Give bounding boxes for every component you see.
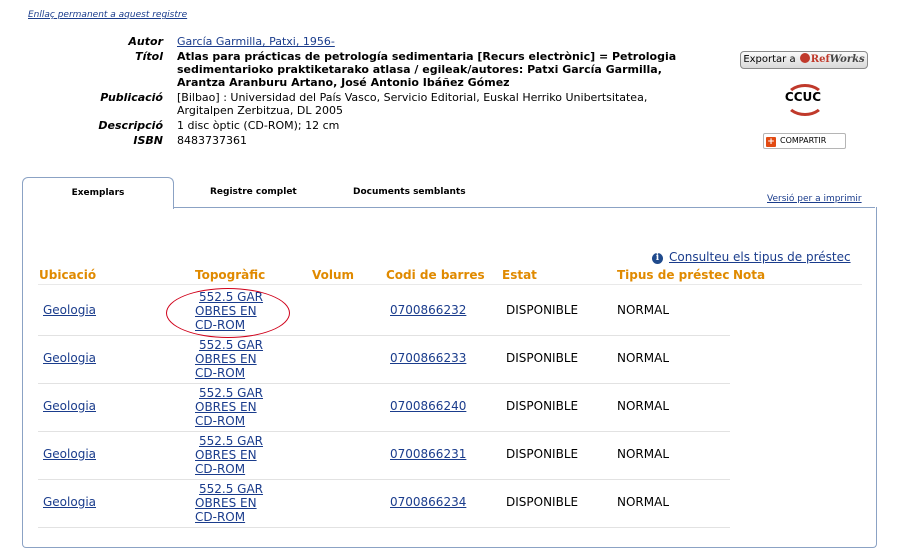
col-header-nota: Nota	[733, 268, 766, 282]
publication-line: [Bilbao] : Universidad del País Vasco, Servicio Editorial, Euskal Herriko Unibertsitatea,	[177, 91, 648, 104]
header-divider	[38, 284, 862, 285]
refworks-brand	[811, 54, 865, 65]
isbn-value: 8483737361	[177, 134, 247, 147]
barcode-link[interactable]: 0700866232	[390, 303, 467, 317]
col-header-codi-barres: Codi de barres	[386, 268, 485, 282]
loan-types-link[interactable]: Consulteu els tipus de préstec	[669, 250, 851, 264]
tab-documents-semblants[interactable]: Documents semblants	[353, 187, 466, 197]
loan-type-value: NORMAL	[617, 351, 670, 365]
call-number-link[interactable]: 552.5 GAR OBRES EN CD-ROM	[195, 434, 264, 476]
record-title	[177, 49, 717, 90]
tab-registre-complet[interactable]: Registre complet	[210, 187, 297, 197]
title-line: Atlas para prácticas de petrología sedimentaria [Recurs electrònic] = Petrologia	[177, 50, 677, 63]
table-row	[0, 432, 904, 480]
refworks-logo-icon	[800, 53, 810, 63]
title-line: Arantza Aranburu Artano, José Antonio Ibáñez Gómez	[177, 76, 510, 89]
col-header-topografic: Topogràfic	[195, 268, 266, 282]
location-link[interactable]: Geologia	[43, 303, 97, 317]
info-icon: i	[652, 253, 663, 264]
barcode-link[interactable]: 0700866234	[390, 495, 467, 509]
table-row	[0, 384, 904, 432]
table-row	[0, 288, 904, 336]
loan-type-value: NORMAL	[617, 495, 670, 509]
tab-divider	[172, 207, 875, 208]
call-number-link[interactable]: 552.5 GAR OBRES EN CD-ROM	[195, 386, 264, 428]
col-header-ubicacio: Ubicació	[39, 268, 97, 282]
author-label: Autor	[128, 35, 163, 48]
status-value: DISPONIBLE	[506, 447, 579, 461]
plus-icon: +	[767, 137, 775, 147]
table-row	[0, 336, 904, 384]
call-number-link[interactable]: 552.5 GAR OBRES EN CD-ROM	[195, 290, 264, 332]
col-header-tipus-prestec: Tipus de préstec	[617, 268, 730, 282]
publication-label: Publicació	[100, 91, 163, 104]
loan-type-value: NORMAL	[617, 447, 670, 461]
refworks-ref: Ref	[810, 54, 830, 65]
barcode-link[interactable]: 0700866240	[390, 399, 467, 413]
share-label: COMPARTIR	[780, 136, 827, 145]
permalink-link[interactable]: Enllaç permanent a aquest registre	[28, 10, 188, 20]
ccuc-logo[interactable]	[781, 84, 825, 110]
status-value: DISPONIBLE	[506, 399, 579, 413]
status-value: DISPONIBLE	[506, 351, 579, 365]
location-link[interactable]: Geologia	[43, 399, 97, 413]
loan-type-value: NORMAL	[617, 303, 670, 317]
print-version-link[interactable]: Versió per a imprimir	[767, 194, 862, 204]
title-label: Títol	[135, 50, 163, 63]
highlight-annotation	[166, 288, 290, 338]
publication-line: Argitalpen Zerbitzua, DL 2005	[177, 104, 343, 117]
row-divider	[38, 527, 730, 528]
status-value: DISPONIBLE	[506, 495, 579, 509]
description-label: Descripció	[98, 119, 163, 132]
export-label: Exportar a	[743, 54, 796, 65]
loan-type-value: NORMAL	[617, 399, 670, 413]
location-link[interactable]: Geologia	[43, 351, 97, 365]
table-row	[0, 480, 904, 528]
barcode-link[interactable]: 0700866231	[390, 447, 467, 461]
location-link[interactable]: Geologia	[43, 495, 97, 509]
record-metadata	[60, 34, 717, 148]
barcode-link[interactable]: 0700866233	[390, 351, 467, 365]
col-header-volum: Volum	[312, 268, 355, 282]
ccuc-logo-text: CCUC	[784, 90, 822, 104]
status-value: DISPONIBLE	[506, 303, 579, 317]
call-number-link[interactable]: 552.5 GAR OBRES EN CD-ROM	[195, 482, 264, 524]
tab-exemplars[interactable]: Exemplars	[22, 177, 174, 209]
loan-types-info	[652, 250, 851, 264]
author-link[interactable]: García Garmilla, Patxi, 1956-	[177, 35, 335, 48]
refworks-works: Works	[829, 54, 865, 65]
isbn-label: ISBN	[133, 134, 163, 147]
title-line: sedimentarioko praktiketarako atlasa / egileak/autores: Patxi García Garmilla,	[177, 63, 662, 76]
publication-value	[177, 90, 717, 118]
description-value: 1 disc òptic (CD-ROM); 12 cm	[177, 119, 340, 132]
location-link[interactable]: Geologia	[43, 447, 97, 461]
call-number-link[interactable]: 552.5 GAR OBRES EN CD-ROM	[195, 338, 264, 380]
share-button[interactable]	[763, 133, 846, 149]
export-refworks-button[interactable]	[740, 51, 868, 69]
col-header-estat: Estat	[502, 268, 537, 282]
